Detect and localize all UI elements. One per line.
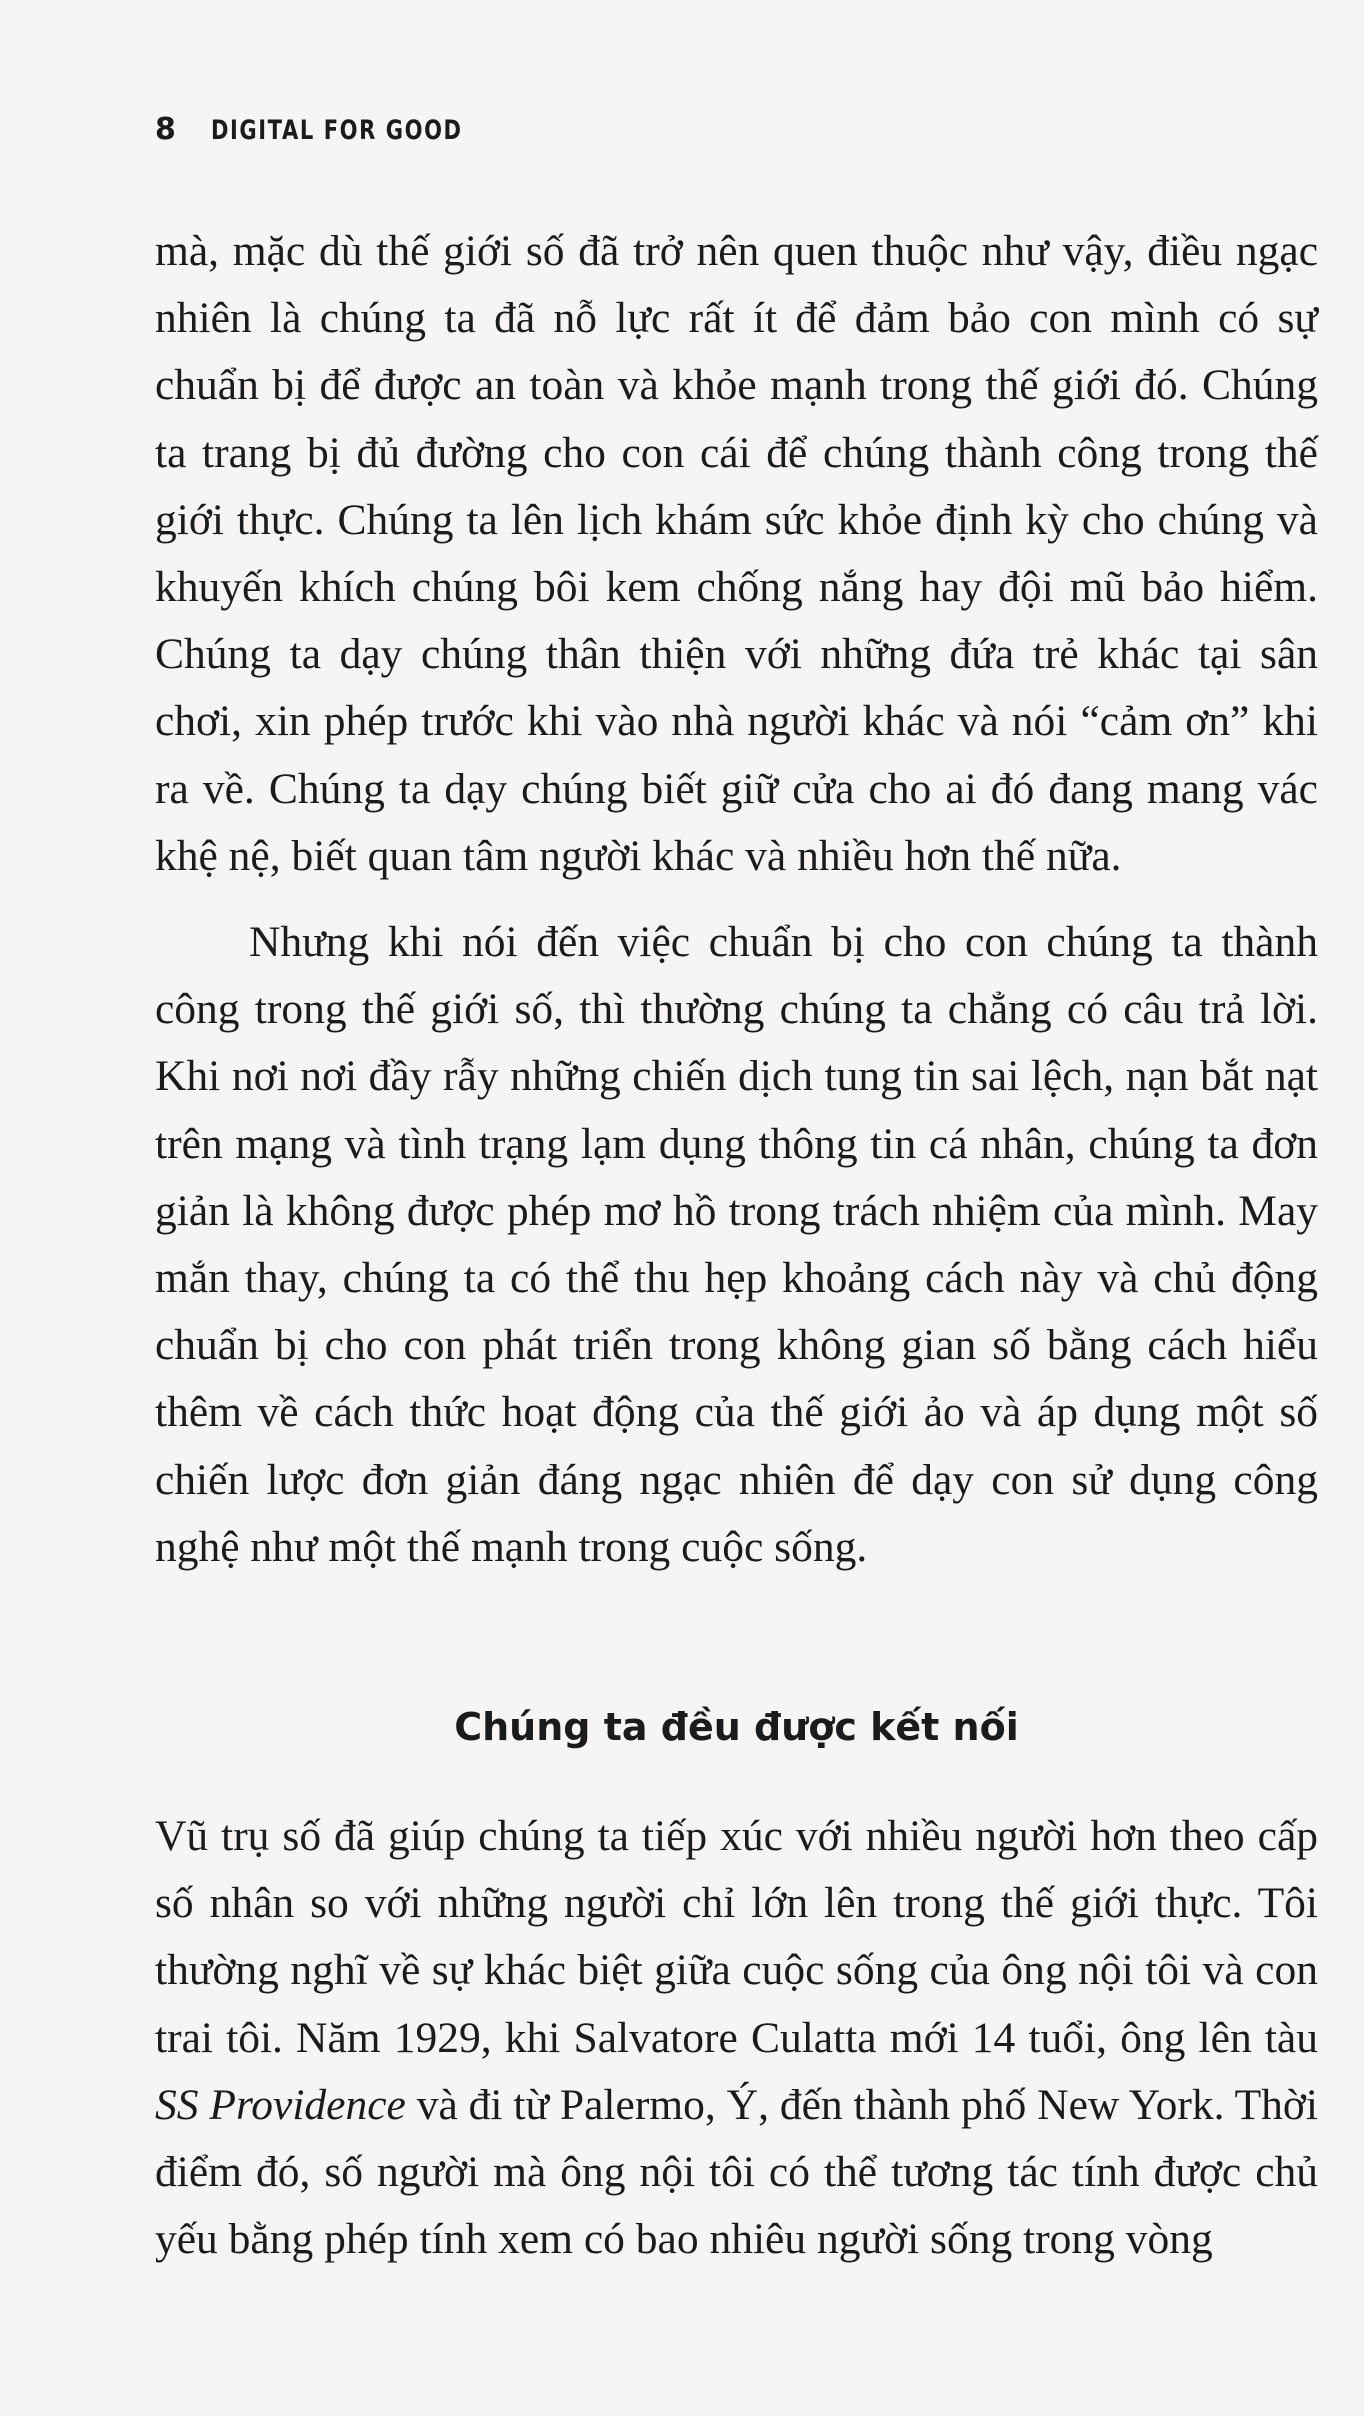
- ship-name: SS Providence: [155, 2080, 406, 2129]
- paragraph-3-end: và đi từ Palermo, Ý, đến thành phố New York. Thời điểm đó, số người mà ông nội tôi có thể tương tác tính được chủ yếu bằng phép tính xem có bao nhiêu người sống trong vòng: [155, 2080, 1319, 2264]
- running-header: [155, 112, 533, 147]
- paragraph-3: [155, 1803, 1318, 2273]
- section-heading: Chúng ta đều được kết nối: [454, 1705, 1019, 1749]
- book-title: DIGITAL FOR GOOD: [210, 115, 463, 146]
- paragraph-3-start: Vũ trụ số đã giúp chúng ta tiếp xúc với nhiều người hơn theo cấp số nhân so với những người chỉ lớn lên trong thế giới thực. Tôi thường nghĩ về sự khác biệt giữa cuộc sống của ông nội tôi và con trai tôi. Năm 1929, khi Salvatore Culatta mới 14 tuổi, ông lên tàu: [155, 1812, 1318, 2062]
- paragraph-1: mà, mặc dù thế giới số đã trở nên quen thuộc như vậy, điều ngạc nhiên là chúng ta đã nỗ lực rất ít để đảm bảo con mình có sự chuẩn bị để được an toàn và khỏe mạnh trong thế giới đó. Chúng ta trang bị đủ đường cho con cái để chúng thành công trong thế giới thực. Chúng ta lên lịch khám sức khỏe định kỳ cho chúng và khuyến khích chúng bôi kem chống nắng hay đội mũ bảo hiểm. Chúng ta dạy chúng thân thiện với những đứa trẻ khác tại sân chơi, xin phép trước khi vào nhà người khác và nói “cảm ơn” khi ra về. Chúng ta dạy chúng biết giữ cửa cho ai đó đang mang vác khệ nệ, biết quan tâm người khác và nhiều hơn thế nữa.: [155, 227, 1318, 880]
- paragraph-2: Nhưng khi nói đến việc chuẩn bị cho con chúng ta thành công trong thế giới số, thì thường chúng ta chẳng có câu trả lời. Khi nơi nơi đầy rẫy những chiến dịch tung tin sai lệch, nạn bắt nạt trên mạng và tình trạng lạm dụng thông tin cá nhân, chúng ta đơn giản là không được phép mơ hồ trong trách nhiệm của mình. May mắn thay, chúng ta có thể thu hẹp khoảng cách này và chủ động chuẩn bị cho con phát triển trong không gian số bằng cách hiểu thêm về cách thức hoạt động của thế giới ảo và áp dụng một số chiến lược đơn giản đáng ngạc nhiên để dạy con sử dụng công nghệ như một thế mạnh trong cuộc sống.: [155, 918, 1318, 1571]
- page-number: 8: [155, 112, 177, 147]
